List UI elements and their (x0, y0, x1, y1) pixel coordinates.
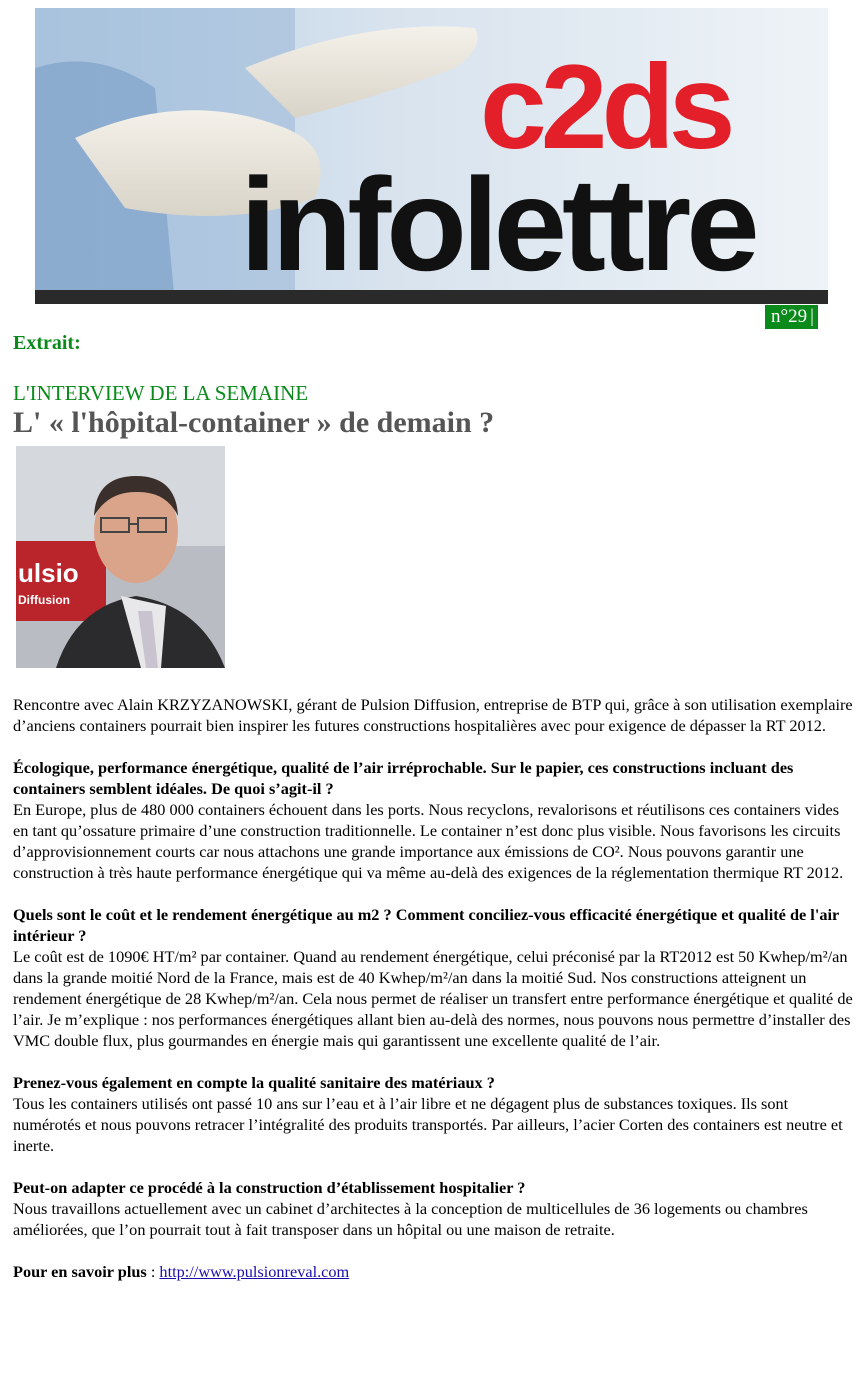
question: Peut-on adapter ce procédé à la construction d’établissement hospitalier ? (13, 1178, 526, 1197)
answer: Tous les containers utilisés ont passé 10 ans sur l’eau et à l’air libre et ne dégagent plus de substances toxiques. Ils sont numérotés et nous pouvons retracer l’intégralité des produits transportés. Par ailleurs, l’acier Corten des containers est neutre et inerte. (13, 1094, 843, 1155)
answer: Nous travaillons actuellement avec un cabinet d’architectes à la conception de multicellules de 36 logements ou chambres améliorées, que l’on pourrait tout à fait transposer dans un hôpital ou une maison de retraite. (13, 1199, 808, 1239)
issue-separator: | (810, 306, 814, 327)
interviewee-photo (16, 446, 225, 668)
section-label: Extrait: (13, 332, 81, 354)
header-banner (35, 8, 828, 304)
more-info-label: Pour en savoir plus (13, 1262, 147, 1281)
kicker: L'INTERVIEW DE LA SEMAINE (13, 381, 309, 405)
more-info-separator: : (146, 1262, 160, 1281)
question: Quels sont le coût et le rendement énergétique au m2 ? Comment conciliez-vous efficacité énergétique et qualité de l'air intérieur ? (13, 905, 839, 945)
answer: Le coût est de 1090€ HT/m² par container. Quand au rendement énergétique, celui préconisé par la RT2012 est 50 Kwhep/m²/an dans la grande moitié Nord de la France, mais est de 40 Kwhep/m²/an dans la moitié Sud. Nos constructions atteignent un rendement énergétique de 28 Kwhep/m²/an. Cela nous permet de réaliser un transfert entre performance énergétique et qualité de l’air. Je m’explique : nos performances énergétiques allant bien au-delà des normes, nous pouvons nous permettre d’installer des VMC double flux, plus gourmandes en énergie mais qui garantissent une excellente qualité de l’air. (13, 947, 853, 1050)
website-link[interactable]: http://www.pulsionreval.com (159, 1262, 350, 1281)
intro-paragraph: Rencontre avec Alain KRZYZANOWSKI, gérant de Pulsion Diffusion, entreprise de BTP qui, grâce à son utilisation exemplaire d’anciens containers pourrait bien inspirer les futures constructions hospitalières avec pour exigence de dépasser la RT 2012. (13, 695, 853, 735)
brand-infolettre: infolettre (240, 151, 755, 298)
question: Écologique, performance énergétique, qualité de l’air irréprochable. Sur le papier, ces constructions incluant des containers semblent idéales. De quoi s’agit-il ? (13, 758, 794, 798)
brand-c2ds: c2ds (480, 40, 730, 174)
issue-number: n°29 (771, 306, 808, 327)
page-title: L' « l'hôpital-container » de demain ? (13, 406, 495, 439)
banner-artwork (35, 8, 828, 304)
sign-text: ulsio (18, 558, 79, 588)
answer: En Europe, plus de 480 000 containers échouent dans les ports. Nous recyclons, revalorisons et réutilisons ces containers vides en tant qu’ossature primaire d’une construction traditionnelle. Le container n’est donc plus visible. Nous favorisons les circuits d’approvisionnement courts car nous attachons une grande importance aux émissions de CO². Nous pouvons garantir une construction à très haute performance énergétique qui va même au-delà des exigences de la réglementation thermique RT 2012. (13, 800, 844, 882)
article-body (13, 694, 856, 1282)
question: Prenez-vous également en compte la qualité sanitaire des matériaux ? (13, 1073, 495, 1092)
sign-subtext: Diffusion (18, 593, 70, 607)
more-info (13, 1261, 856, 1282)
issue-badge (765, 305, 818, 329)
